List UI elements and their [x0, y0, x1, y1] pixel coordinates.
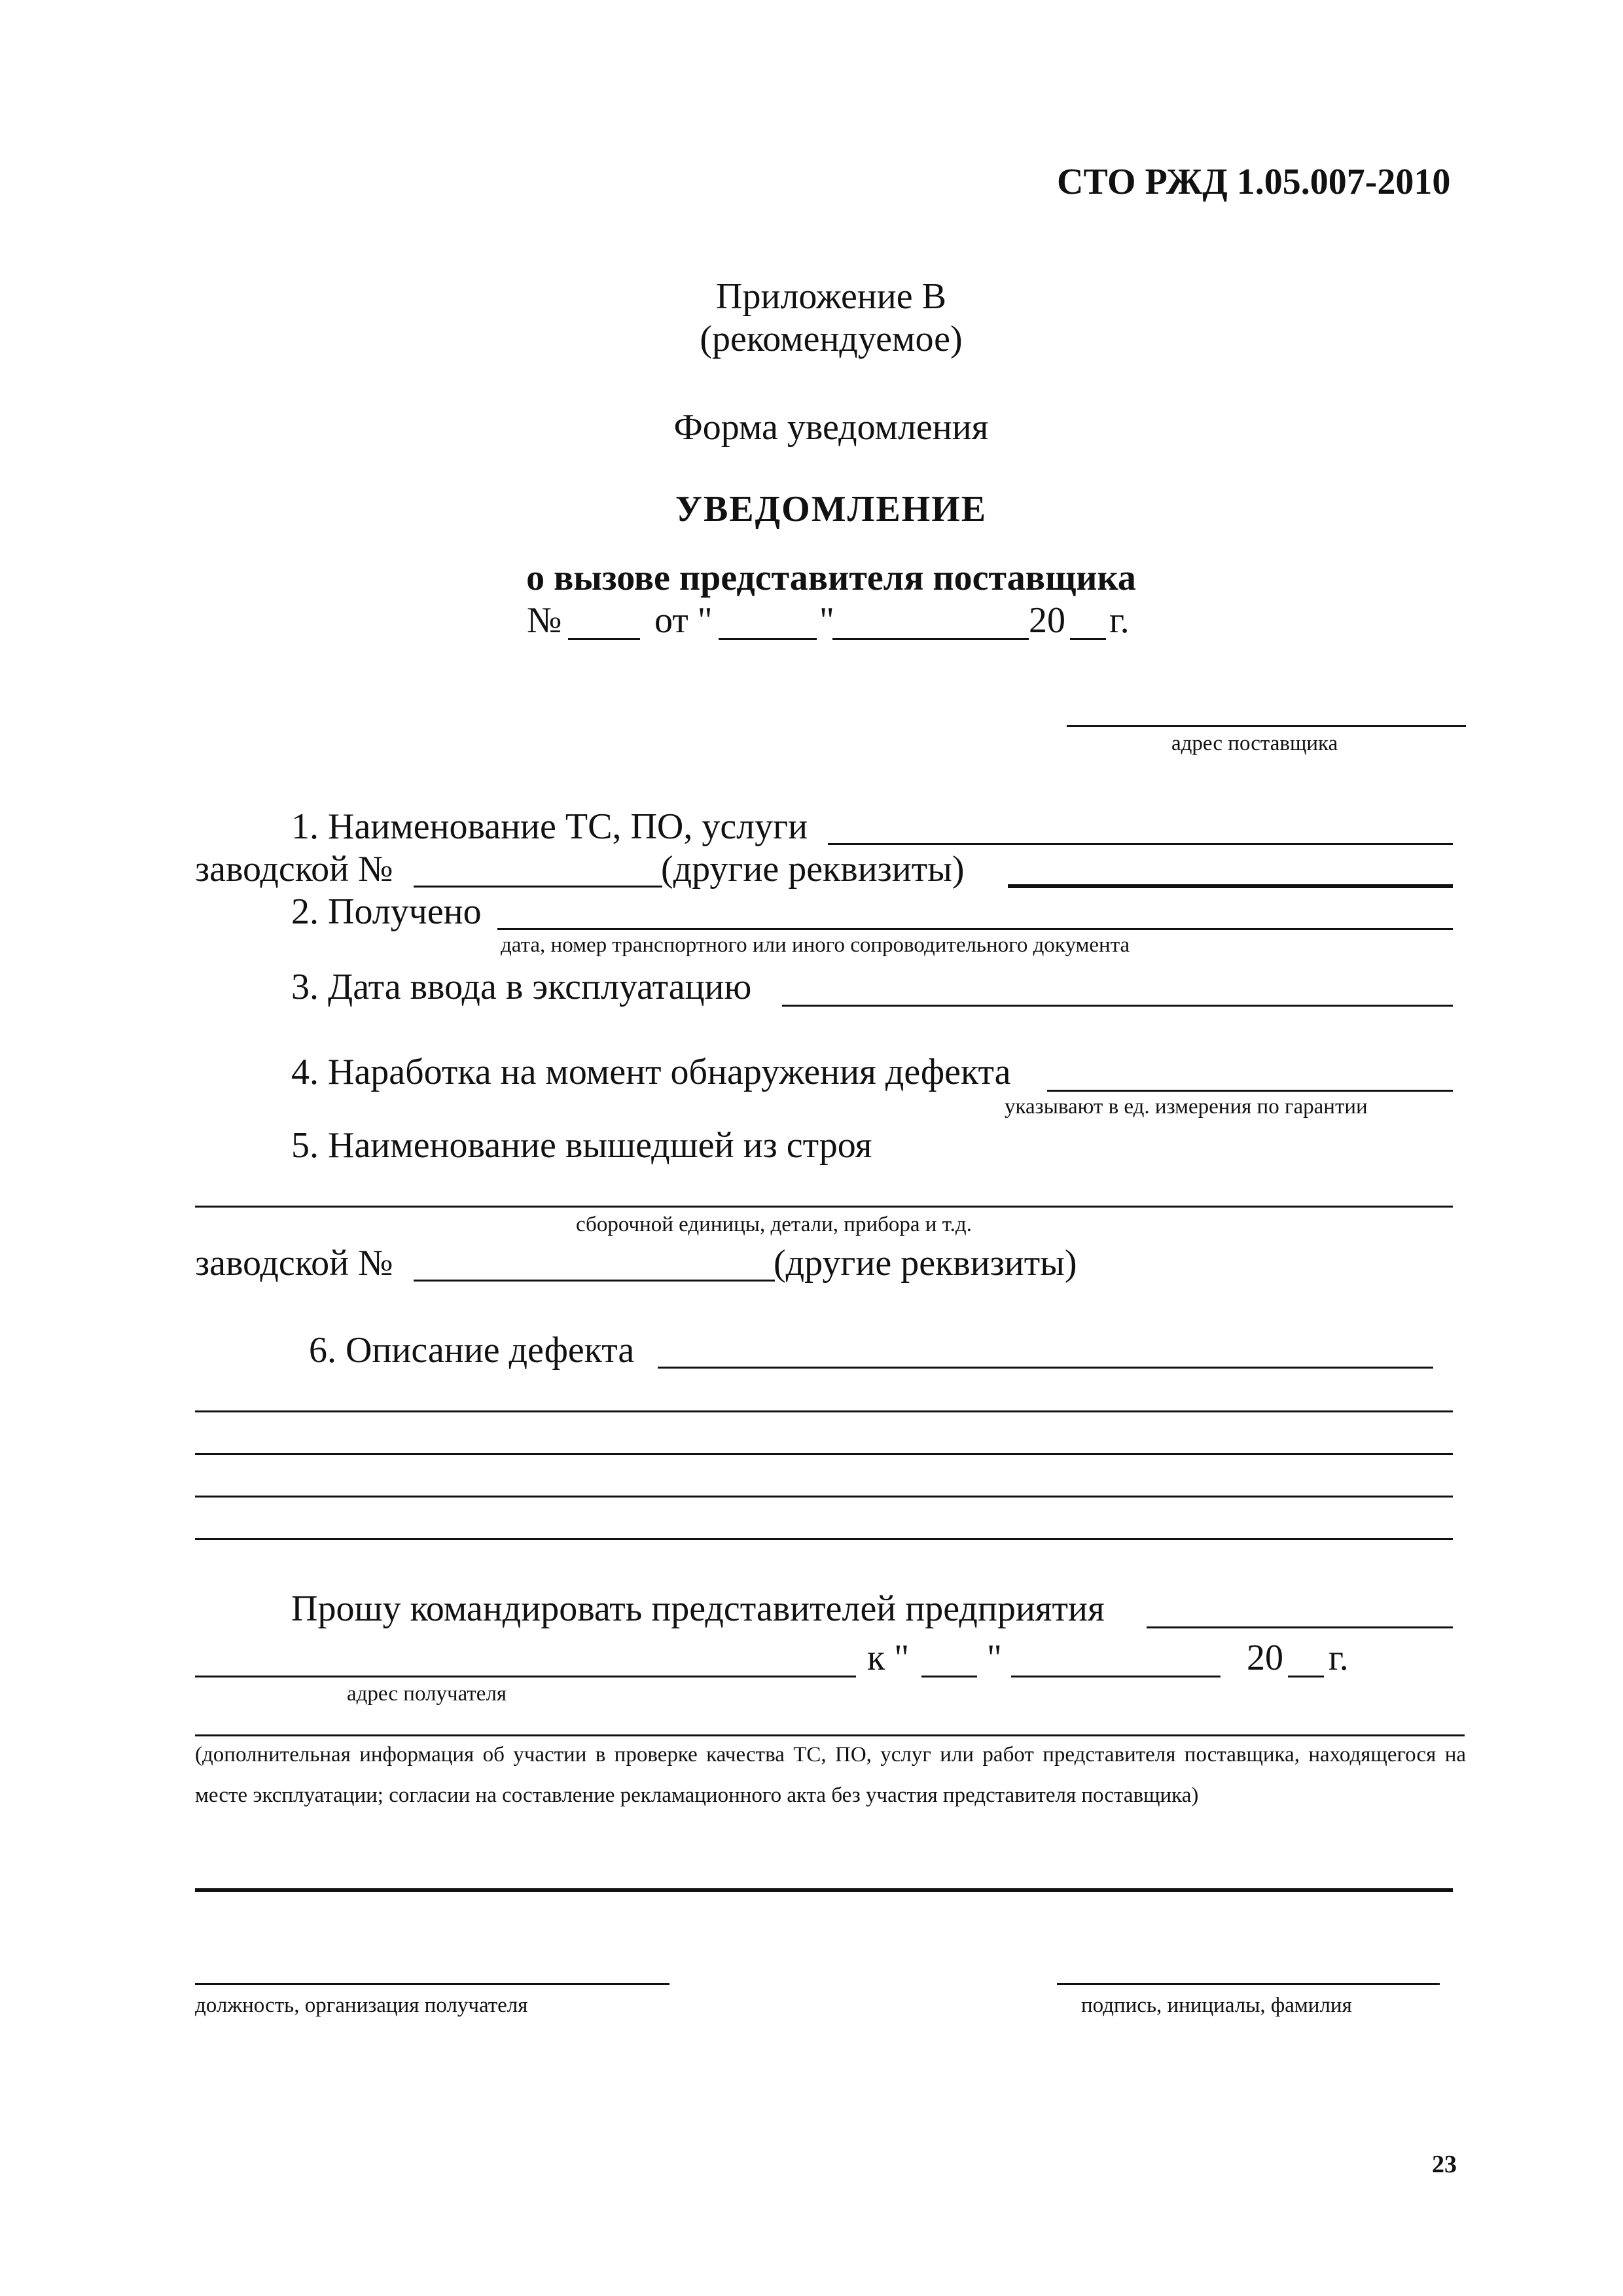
request-k-label: к " [867, 1638, 910, 1678]
item-5-label: 5. Наименование вышедшей из строя [291, 1125, 872, 1166]
item-2-label: 2. Получено [291, 891, 482, 932]
date-quote-close: " [819, 600, 834, 641]
item-4-field[interactable] [1047, 1090, 1453, 1092]
factory-number-label-2: заводской № [195, 1243, 393, 1283]
month-field[interactable] [832, 638, 1029, 640]
position-field[interactable] [195, 1983, 669, 1985]
defect-description-field-1[interactable] [658, 1367, 1433, 1369]
document-title: УВЕДОМЛЕНИЕ [675, 489, 988, 529]
item-2-hint: дата, номер транспортного или иного сопроводительного документа [501, 933, 1130, 957]
item-1-field[interactable] [828, 843, 1453, 845]
request-quote-close: " [987, 1638, 1002, 1678]
day-field[interactable] [719, 638, 817, 640]
additional-info-line[interactable] [195, 1888, 1453, 1892]
item-5-field[interactable] [195, 1206, 1453, 1208]
additional-info-caption: (дополнительная информация об участии в проверке качества ТС, ПО, услуг или работ представителя поставщика, находящегося на месте эксплуатации; согласии на составление рекламационного акта без участия представителя поставщика) [195, 1743, 1466, 1807]
other-details-label: (другие реквизиты) [661, 849, 965, 889]
item-6-label: 6. Описание дефекта [309, 1330, 635, 1371]
factory-number-label: заводской № [195, 849, 393, 889]
form-caption: Форма уведомления [673, 407, 989, 448]
standard-code: СТО РЖД 1.05.007-2010 [1057, 162, 1451, 202]
factory-number-field-2[interactable] [414, 1280, 775, 1282]
item-1-label: 1. Наименование ТС, ПО, услуги [291, 806, 808, 847]
signature-caption: подпись, инициалы, фамилия [1081, 1994, 1352, 2017]
defect-description-field-3[interactable] [195, 1453, 1453, 1455]
date-from-label: от " [654, 600, 713, 641]
recipient-address-caption: адрес получателя [347, 1682, 507, 1706]
factory-number-field[interactable] [414, 886, 662, 888]
request-year-prefix: 20 [1247, 1638, 1283, 1678]
other-details-field[interactable] [1008, 884, 1453, 888]
item-2-field[interactable] [497, 928, 1453, 930]
item-3-label: 3. Дата ввода в эксплуатацию [291, 967, 752, 1007]
page-number: 23 [1432, 2151, 1457, 2178]
recipient-address-field[interactable] [195, 1676, 856, 1677]
number-field[interactable] [568, 638, 640, 640]
request-text: Прошу командировать представителей предприятия [291, 1588, 1105, 1629]
year-suffix: г. [1109, 600, 1130, 641]
appendix-title: Приложение В [716, 276, 946, 317]
item-3-field[interactable] [782, 1005, 1453, 1007]
supplier-address-field[interactable] [1067, 725, 1466, 727]
year-prefix: 20 [1029, 600, 1065, 641]
item-4-label: 4. Наработка на момент обнаружения дефекта [291, 1052, 1011, 1092]
enterprise-field[interactable] [1147, 1626, 1453, 1628]
request-year-field[interactable] [1288, 1676, 1324, 1677]
signature-field[interactable] [1057, 1983, 1440, 1985]
year-field[interactable] [1070, 638, 1106, 640]
position-caption: должность, организация получателя [195, 1994, 528, 2017]
defect-description-field-5[interactable] [195, 1538, 1453, 1540]
defect-description-field-4[interactable] [195, 1496, 1453, 1498]
defect-description-field-2[interactable] [195, 1410, 1453, 1412]
request-month-field[interactable] [1011, 1676, 1221, 1677]
document-subtitle: о вызове представителя поставщика [526, 558, 1136, 598]
number-label: № [527, 600, 562, 641]
other-details-label-2: (другие реквизиты) [774, 1243, 1077, 1283]
appendix-note: (рекомендуемое) [700, 319, 963, 359]
supplier-address-caption: адрес поставщика [1171, 732, 1338, 755]
request-year-suffix: г. [1329, 1638, 1349, 1678]
item-5-hint: сборочной единицы, детали, прибора и т.д. [576, 1213, 972, 1236]
item-4-hint: указывают в ед. измерения по гарантии [1005, 1095, 1368, 1119]
request-day-field[interactable] [921, 1676, 977, 1677]
